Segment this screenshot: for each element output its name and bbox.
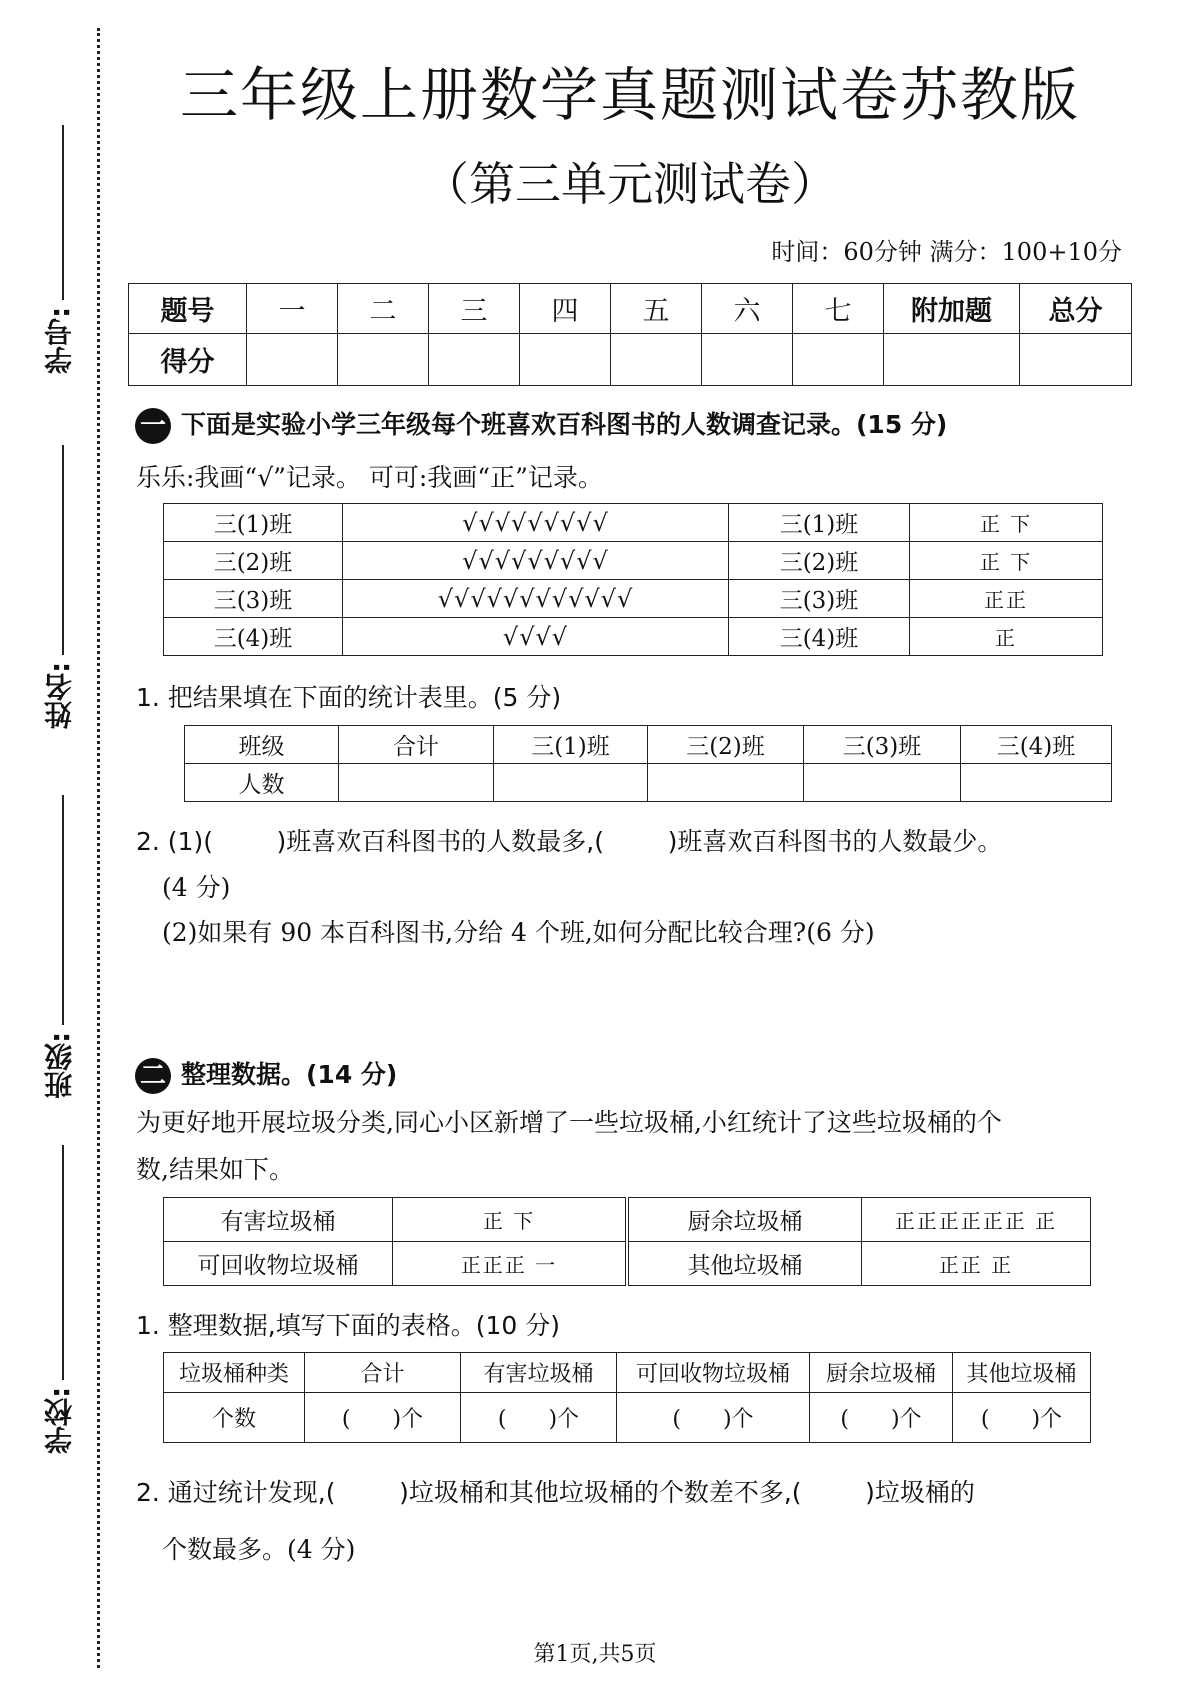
stat-answer-cell[interactable]: [804, 764, 961, 802]
section2-q1: 1. 整理数据,填写下面的表格。(10 分): [136, 1311, 561, 1340]
bin-name: 可回收物垃圾桶: [164, 1242, 393, 1286]
score-header-cell: 二: [338, 284, 429, 334]
bin-count-table: [163, 1352, 1091, 1443]
page-title: 三年级上册数学真题测试卷苏教版: [179, 61, 1080, 129]
section2-intro-line2: 数,结果如下。: [136, 1155, 294, 1184]
count-header-cell: 合计: [305, 1353, 461, 1393]
record-checks: √√√√√√√√√√√√: [343, 580, 729, 618]
bin-name: 其他垃圾桶: [627, 1242, 862, 1286]
school-label: 学校:: [43, 1386, 76, 1454]
record-checks: √√√√√√√√√: [343, 542, 729, 580]
record-checks: √√√√: [343, 618, 729, 656]
score-header-cell: 一: [247, 284, 338, 334]
bin-record-row: [164, 1198, 1091, 1242]
count-header-row: [164, 1353, 1091, 1393]
section2-intro-line1: 为更好地开展垃圾分类,同心小区新增了一些垃圾桶,小红统计了这些垃圾桶的个: [136, 1108, 1002, 1137]
score-table-header-row: [129, 284, 1132, 334]
section1-heading: [135, 405, 947, 444]
score-cell[interactable]: [429, 334, 520, 386]
bin-tally: 正正正 一: [393, 1242, 628, 1286]
stat-header-cell: 三(4)班: [961, 726, 1112, 764]
record-class: 三(2)班: [164, 542, 343, 580]
record-tally: 正正: [910, 580, 1103, 618]
section2-heading: [135, 1055, 397, 1094]
record-class: 三(4)班: [729, 618, 910, 656]
record-tally: 正: [910, 618, 1103, 656]
score-header-cell: 三: [429, 284, 520, 334]
school-line: [62, 1145, 64, 1380]
score-cell[interactable]: [1020, 334, 1132, 386]
section2-q2-line2: 个数最多。(4 分): [162, 1535, 356, 1564]
count-answer-cell[interactable]: ( )个: [810, 1393, 953, 1443]
score-row-label: 得分: [129, 334, 247, 386]
score-cell[interactable]: [702, 334, 793, 386]
section1-intro: 乐乐:我画“√”记录。 可可:我画“正”记录。: [136, 463, 603, 492]
record-row: [164, 580, 1103, 618]
stat-header-cell: 三(1)班: [494, 726, 648, 764]
stat-header-cell: 合计: [339, 726, 494, 764]
section2-badge: 二: [135, 1058, 171, 1094]
bin-record-row: [164, 1242, 1091, 1286]
survey-record-table: [163, 503, 1103, 656]
stat-row-label: 人数: [185, 764, 339, 802]
record-class: 三(3)班: [729, 580, 910, 618]
stat-answer-cell[interactable]: [494, 764, 648, 802]
stat-answer-cell[interactable]: [648, 764, 804, 802]
class-line: [62, 795, 64, 1025]
page-subtitle: （第三单元测试卷）: [423, 157, 837, 211]
section1-badge: 一: [135, 408, 171, 444]
stat-value-row: [185, 764, 1112, 802]
bin-tally: 正正正正正正 正: [862, 1198, 1091, 1242]
exam-info: 时间：60分钟 满分：100+10分: [771, 238, 1122, 266]
bin-tally: 正正 正: [862, 1242, 1091, 1286]
bin-name: 厨余垃圾桶: [627, 1198, 862, 1242]
count-answer-cell[interactable]: ( )个: [953, 1393, 1091, 1443]
count-header-cell: 有害垃圾桶: [461, 1353, 617, 1393]
score-header-cell: 总分: [1020, 284, 1132, 334]
score-cell[interactable]: [884, 334, 1020, 386]
record-class: 三(1)班: [729, 504, 910, 542]
record-row: [164, 618, 1103, 656]
section1-heading-text: 下面是实验小学三年级每个班喜欢百科图书的人数调查记录。(15 分): [181, 410, 948, 439]
score-cell[interactable]: [520, 334, 611, 386]
student-no-line: [62, 125, 64, 300]
count-header-cell: 厨余垃圾桶: [810, 1353, 953, 1393]
bin-tally: 正 下: [393, 1198, 628, 1242]
page-footer: 第1页,共5页: [533, 1642, 657, 1667]
count-answer-cell[interactable]: ( )个: [461, 1393, 617, 1443]
binding-dotted-line: [97, 28, 100, 1668]
score-cell[interactable]: [793, 334, 884, 386]
score-table: [128, 283, 1132, 386]
record-checks: √√√√√√√√√: [343, 504, 729, 542]
score-header-cell: 五: [611, 284, 702, 334]
record-tally: 正 下: [910, 504, 1103, 542]
section2-heading-text: 整理数据。(14 分): [181, 1060, 398, 1089]
section1-q2-line3: (2)如果有 90 本百科图书,分给 4 个班,如何分配比较合理?(6 分): [162, 918, 875, 947]
count-header-cell: 其他垃圾桶: [953, 1353, 1091, 1393]
count-row-label: 个数: [164, 1393, 305, 1443]
record-row: [164, 542, 1103, 580]
section2-q2-line1: 2. 通过统计发现,( )垃圾桶和其他垃圾桶的个数差不多,( )垃圾桶的: [136, 1478, 975, 1507]
score-header-cell: 附加题: [884, 284, 1020, 334]
score-cell[interactable]: [338, 334, 429, 386]
record-class: 三(4)班: [164, 618, 343, 656]
score-cell[interactable]: [247, 334, 338, 386]
student-no-label: 学号:: [43, 306, 76, 374]
record-class: 三(2)班: [729, 542, 910, 580]
stat-header-cell: 三(2)班: [648, 726, 804, 764]
bin-name: 有害垃圾桶: [164, 1198, 393, 1242]
record-tally: 正 下: [910, 542, 1103, 580]
stat-table: [184, 725, 1112, 802]
count-header-cell: 可回收物垃圾桶: [617, 1353, 810, 1393]
stat-header-cell: 三(3)班: [804, 726, 961, 764]
score-cell[interactable]: [611, 334, 702, 386]
count-header-cell: 垃圾桶种类: [164, 1353, 305, 1393]
name-label: 姓名:: [43, 661, 76, 729]
score-header-cell: 六: [702, 284, 793, 334]
stat-header-cell: 班级: [185, 726, 339, 764]
section1-q2-line1: 2. (1)( )班喜欢百科图书的人数最多,( )班喜欢百科图书的人数最少。: [136, 827, 1003, 856]
count-answer-cell[interactable]: ( )个: [617, 1393, 810, 1443]
score-header-cell: 四: [520, 284, 611, 334]
stat-header-row: [185, 726, 1112, 764]
stat-answer-cell[interactable]: [961, 764, 1112, 802]
record-class: 三(1)班: [164, 504, 343, 542]
bin-record-table: [163, 1197, 1091, 1286]
section1-q1: 1. 把结果填在下面的统计表里。(5 分): [136, 683, 562, 712]
record-class: 三(3)班: [164, 580, 343, 618]
stat-answer-cell[interactable]: [339, 764, 494, 802]
score-table-score-row: [129, 334, 1132, 386]
count-value-row: [164, 1393, 1091, 1443]
count-answer-cell[interactable]: ( )个: [305, 1393, 461, 1443]
class-label: 班级:: [43, 1031, 76, 1099]
name-line: [62, 445, 64, 655]
record-row: [164, 504, 1103, 542]
score-header-cell: 题号: [129, 284, 247, 334]
score-header-cell: 七: [793, 284, 884, 334]
section1-q2-line2: (4 分): [162, 873, 231, 902]
